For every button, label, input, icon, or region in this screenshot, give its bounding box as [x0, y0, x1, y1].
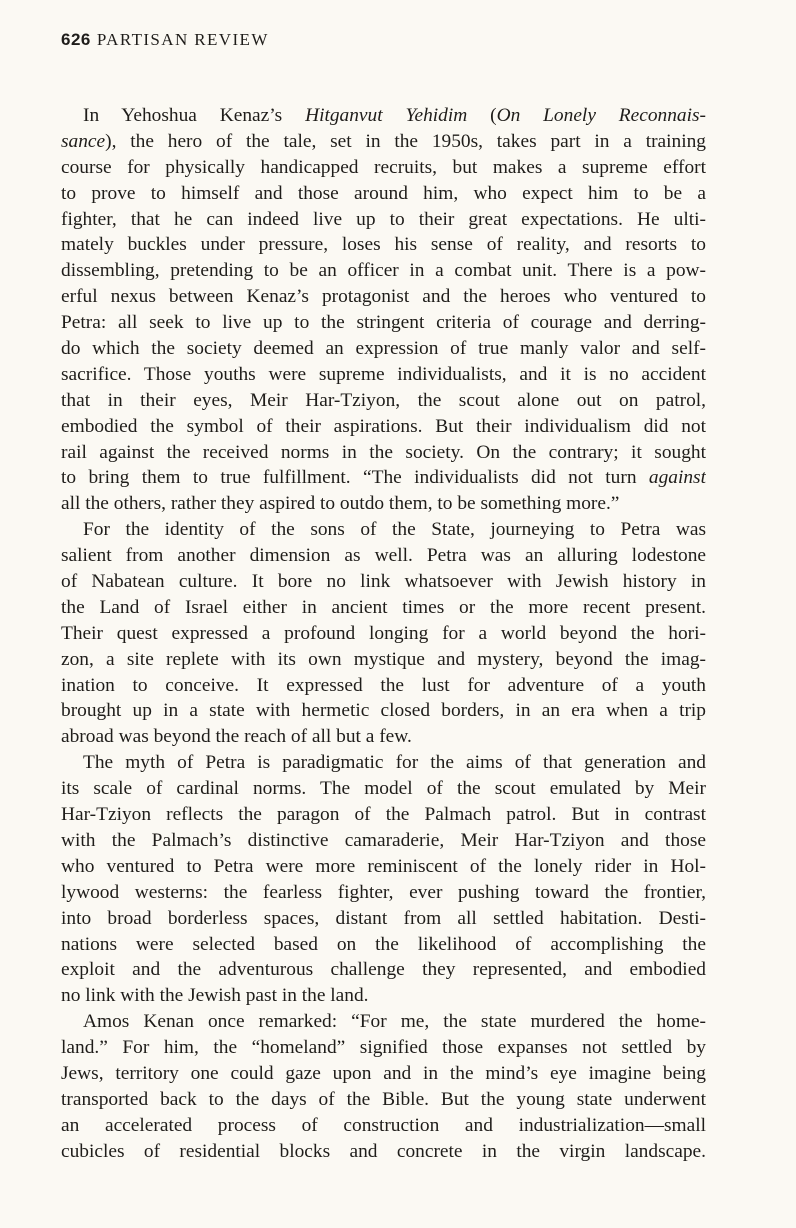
text-segment: brought up in a state with hermetic closed borders, in an era when a trip [61, 700, 706, 722]
paragraph [61, 103, 706, 517]
text-segment: embodied the symbol of their aspirations. But their individualism did not [61, 415, 706, 437]
text-line [61, 698, 706, 724]
text-segment: dissembling, pretending to be an officer in a combat unit. There is a pow- [61, 260, 706, 282]
text-line [61, 1061, 706, 1087]
text-line [61, 595, 706, 621]
page-number: 626 [61, 30, 91, 49]
text-line [61, 983, 706, 1009]
text-line [61, 1139, 706, 1165]
text-segment: zon, a site replete with its own mystique and mystery, beyond the imag- [61, 648, 706, 670]
text-line [61, 802, 706, 828]
text-line [61, 155, 706, 181]
text-segment: all the others, rather they aspired to outdo them, to be something more.” [61, 493, 620, 515]
text-segment: do which the society deemed an expression of true manly valor and self- [61, 338, 706, 360]
text-line [61, 207, 706, 233]
text-line [61, 517, 706, 543]
text-segment: the Land of Israel either in ancient times or the more recent present. [61, 596, 706, 618]
text-line [61, 181, 706, 207]
text-segment: lywood westerns: the fearless fighter, ever pushing toward the frontier, [61, 881, 706, 903]
text-line [61, 336, 706, 362]
text-line [61, 1035, 706, 1061]
text-line [61, 465, 706, 491]
text-segment: course for physically handicapped recruits, but makes a supreme effort [61, 156, 706, 178]
paragraph [61, 750, 706, 1009]
text-line [61, 258, 706, 284]
italic-text: against [648, 467, 706, 489]
text-line [61, 362, 706, 388]
text-segment: ination to conceive. It expressed the lust for adventure of a youth [61, 674, 706, 696]
text-segment: exploit and the adventurous challenge they represented, and embodied [61, 959, 706, 981]
text-segment: to bring them to true fulfillment. “The individualists did not turn [61, 467, 649, 489]
text-segment: with the Palmach’s distinctive camaraderie, Meir Har-Tziyon and those [61, 829, 706, 851]
body-text [61, 103, 706, 1165]
text-line [61, 724, 706, 750]
text-line [61, 440, 706, 466]
text-segment: Amos Kenan once remarked: “For me, the state murdered the home- [83, 1011, 706, 1033]
text-line [61, 284, 706, 310]
text-segment: Their quest expressed a profound longing for a world beyond the hori- [61, 622, 706, 644]
paragraph [61, 517, 706, 750]
text-line [61, 1087, 706, 1113]
text-segment: who ventured to Petra were more reminiscent of the lonely rider in Hol- [61, 855, 706, 877]
text-line [61, 828, 706, 854]
text-line [61, 310, 706, 336]
text-segment: into broad borderless spaces, distant from all settled habitation. Desti- [61, 907, 706, 929]
text-line [61, 103, 706, 129]
text-segment: nations were selected based on the likelihood of accomplishing the [61, 933, 706, 955]
text-segment: The myth of Petra is paradigmatic for the aims of that generation and [83, 752, 706, 774]
text-segment: ( [467, 105, 497, 126]
text-segment: mately buckles under pressure, loses his sense of reality, and resorts to [61, 234, 706, 256]
italic-text: Hitganvut Yehidim [305, 105, 468, 126]
journal-title: PARTISAN REVIEW [96, 30, 269, 49]
text-segment: transported back to the days of the Bible. But the young state underwent [61, 1088, 706, 1110]
italic-text: On Lonely Reconnais- [496, 105, 706, 126]
text-line [61, 776, 706, 802]
text-segment: land.” For him, the “homeland” signified those expanses not settled by [61, 1037, 706, 1059]
text-segment: its scale of cardinal norms. The model of the scout emulated by Meir [61, 778, 706, 800]
text-segment: Jews, territory one could gaze upon and in the mind’s eye imagine being [61, 1062, 706, 1084]
text-line [61, 388, 706, 414]
text-line [61, 673, 706, 699]
text-segment: to prove to himself and those around him, who expect him to be a [61, 182, 706, 204]
text-line [61, 854, 706, 880]
text-line [61, 129, 706, 155]
text-segment: ), the hero of the tale, set in the 1950s, takes part in a training [105, 130, 706, 152]
text-segment: of Nabatean culture. It bore no link whatsoever with Jewish history in [61, 571, 706, 593]
text-line [61, 491, 706, 517]
text-line [61, 569, 706, 595]
text-line [61, 232, 706, 258]
text-line [61, 1009, 706, 1035]
text-line [61, 543, 706, 569]
paragraph [61, 1009, 706, 1164]
text-segment: no link with the Jewish past in the land. [61, 985, 369, 1007]
text-segment: Petra: all seek to live up to the stringent criteria of courage and derring- [61, 312, 706, 334]
text-segment: fighter, that he can indeed live up to their great expectations. He ulti- [61, 208, 706, 230]
text-line [61, 957, 706, 983]
text-line [61, 906, 706, 932]
running-head [61, 29, 269, 51]
text-line [61, 414, 706, 440]
text-segment: that in their eyes, Meir Har-Tziyon, the scout alone out on patrol, [61, 389, 706, 411]
text-segment: an accelerated process of construction and industrialization—small [61, 1114, 706, 1136]
text-segment: rail against the received norms in the society. On the contrary; it sought [61, 441, 706, 463]
text-segment: abroad was beyond the reach of all but a few. [61, 726, 412, 748]
text-line [61, 750, 706, 776]
text-segment: cubicles of residential blocks and concrete in the virgin landscape. [61, 1140, 706, 1162]
text-segment: For the identity of the sons of the State, journeying to Petra was [83, 519, 706, 541]
text-line [61, 880, 706, 906]
text-line [61, 621, 706, 647]
text-segment: Har-Tziyon reflects the paragon of the Palmach patrol. But in contrast [61, 804, 706, 826]
text-segment: sacrifice. Those youths were supreme individualists, and it is no accident [61, 363, 706, 385]
text-segment: In Yehoshua Kenaz’s [83, 105, 306, 126]
text-line [61, 1113, 706, 1139]
text-line [61, 647, 706, 673]
text-segment: salient from another dimension as well. Petra was an alluring lodestone [61, 545, 706, 567]
italic-text: sance [61, 130, 106, 152]
text-segment: erful nexus between Kenaz’s protagonist and the heroes who ventured to [61, 286, 706, 308]
text-line [61, 932, 706, 958]
